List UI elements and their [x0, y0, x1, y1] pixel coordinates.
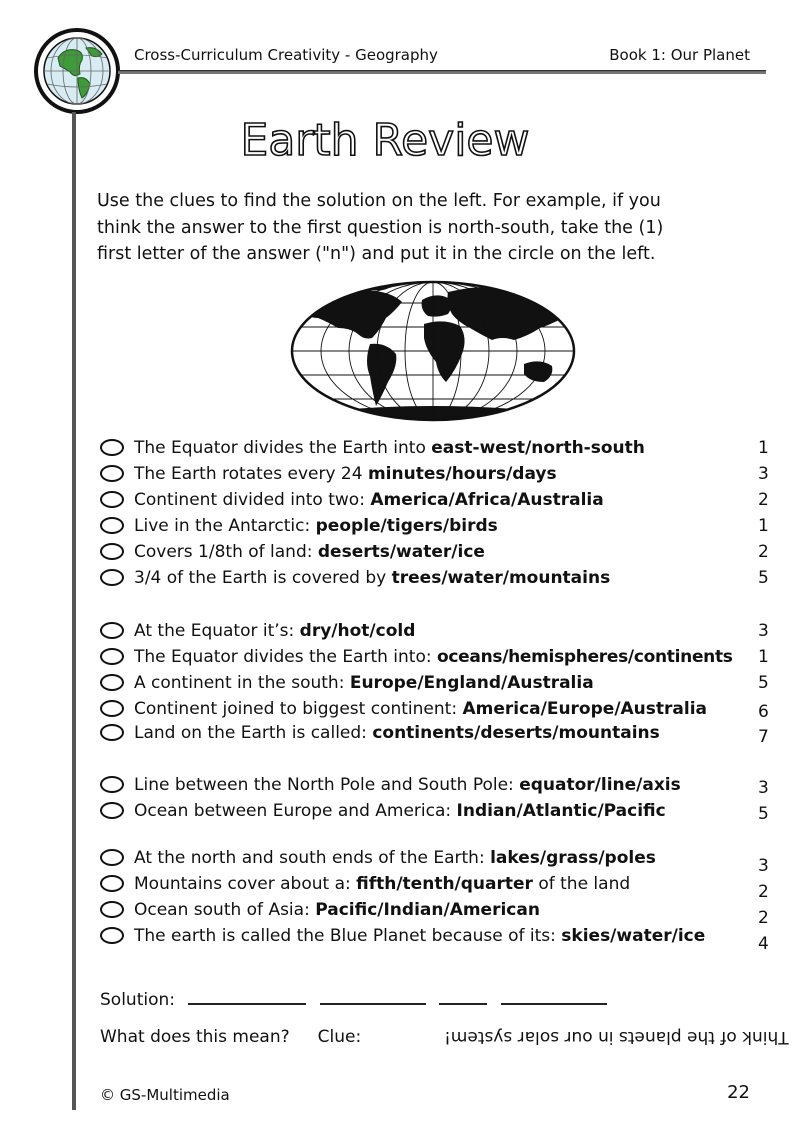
answer-circle[interactable]	[100, 875, 124, 892]
page-number: 22	[727, 1082, 750, 1103]
question-text: Continent joined to biggest continent: America/Europe/Australia	[134, 699, 708, 719]
answer-circle[interactable]	[100, 465, 124, 482]
letter-position: 1	[758, 647, 769, 667]
question-text: Covers 1/8th of land: deserts/water/ice	[134, 542, 485, 562]
clue-label: Clue:	[317, 1027, 362, 1047]
question-text: The Equator divides the Earth into east-west/north-south	[134, 438, 645, 458]
letter-position: 4	[758, 934, 769, 954]
question-text: Line between the North Pole and South Pole: equator/line/axis	[134, 775, 681, 795]
letter-position: 5	[758, 673, 769, 693]
question-text: A continent in the south: Europe/England/Australia	[134, 673, 594, 693]
answer-circle[interactable]	[100, 700, 124, 717]
answer-circle[interactable]	[100, 927, 124, 944]
answer-circle[interactable]	[100, 569, 124, 586]
letter-position: 3	[758, 621, 769, 641]
question-text: The Earth rotates every 24 minutes/hours/days	[134, 464, 557, 484]
letter-position: 2	[758, 882, 769, 902]
answer-circle[interactable]	[100, 674, 124, 691]
question-text: Ocean between Europe and America: Indian/Atlantic/Pacific	[134, 801, 666, 821]
world-map-icon	[288, 278, 578, 424]
upside-down-clue: Think of the planets in our solar system!	[444, 1027, 789, 1047]
solution-blank[interactable]	[320, 985, 426, 1005]
header-book-title: Book 1: Our Planet	[609, 46, 750, 64]
answer-circle[interactable]	[100, 517, 124, 534]
question-text: The Equator divides the Earth into: oceans/hemispheres/continents	[134, 647, 733, 667]
letter-position: 5	[758, 804, 769, 824]
header-course-title: Cross-Curriculum Creativity - Geography	[134, 46, 438, 64]
solution-label: Solution:	[100, 990, 175, 1010]
letter-position: 1	[758, 516, 769, 536]
question-text: The earth is called the Blue Planet because of its: skies/water/ice	[134, 926, 706, 946]
letter-position: 2	[758, 490, 769, 510]
question-text: At the north and south ends of the Earth: lakes/grass/poles	[134, 848, 656, 868]
answer-circle[interactable]	[100, 543, 124, 560]
question-text: Live in the Antarctic: people/tigers/birds	[134, 516, 498, 536]
answer-circle[interactable]	[100, 648, 124, 665]
header-divider	[118, 70, 766, 74]
instructions-line: Use the clues to find the solution on the left. For example, if you	[97, 191, 661, 211]
answer-circle[interactable]	[100, 724, 124, 741]
copyright: © GS-Multimedia	[100, 1086, 230, 1104]
solution-blank[interactable]	[501, 985, 607, 1005]
letter-position: 1	[758, 438, 769, 458]
letter-position: 3	[758, 464, 769, 484]
question-text: At the Equator it’s: dry/hot/cold	[134, 621, 416, 641]
question-text: Mountains cover about a: fifth/tenth/quarter of the land	[134, 874, 631, 894]
question-text: 3/4 of the Earth is covered by trees/water/mountains	[134, 568, 611, 588]
answer-circle[interactable]	[100, 622, 124, 639]
letter-position: 3	[758, 856, 769, 876]
instructions-line: think the answer to the first question is north-south, take the (1)	[97, 217, 664, 238]
solution-blank[interactable]	[439, 985, 487, 1005]
left-margin-rule	[72, 112, 76, 1110]
letter-position: 3	[758, 778, 769, 798]
answer-circle[interactable]	[100, 849, 124, 866]
page-title	[0, 110, 800, 174]
question-text: Ocean south of Asia: Pacific/Indian/American	[134, 900, 540, 920]
letter-position: 7	[758, 727, 769, 747]
answer-circle[interactable]	[100, 901, 124, 918]
globe-icon	[34, 28, 120, 114]
meaning-row	[100, 1024, 361, 1050]
solution-blank[interactable]	[188, 985, 306, 1005]
answer-circle[interactable]	[100, 802, 124, 819]
solution-row	[100, 985, 607, 1013]
answer-circle[interactable]	[100, 439, 124, 456]
meaning-label: What does this mean?	[100, 1027, 290, 1047]
letter-position: 2	[758, 542, 769, 562]
letter-position: 5	[758, 568, 769, 588]
letter-position: 6	[758, 702, 769, 722]
answer-circle[interactable]	[100, 491, 124, 508]
question-text: Land on the Earth is called: continents/deserts/mountains	[134, 723, 660, 743]
answer-circle[interactable]	[100, 776, 124, 793]
page-title-text: Earth Review	[240, 115, 530, 166]
question-text: Continent divided into two: America/Africa/Australia	[134, 490, 604, 510]
instructions-line: first letter of the answer ("n") and put it in the circle on the left.	[97, 244, 656, 264]
instructions	[97, 188, 717, 268]
letter-position: 2	[758, 908, 769, 928]
